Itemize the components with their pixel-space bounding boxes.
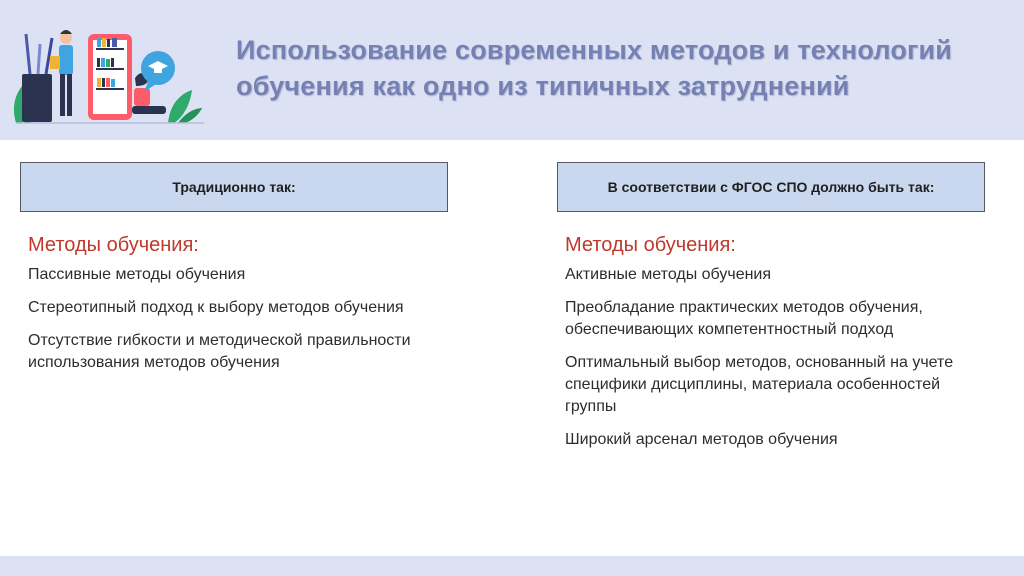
list-item: Пассивные методы обучения — [28, 266, 246, 283]
list-item: Стереотипный подход к выбору методов обучения — [28, 299, 404, 316]
education-illustration-icon — [8, 8, 208, 130]
page-title-line2: обучения как одно из типичных затруднений — [236, 71, 850, 101]
page-title — [236, 32, 1016, 104]
list-item: Оптимальный выбор методов, основанный на учете специфики дисциплины, материала особенностей группы — [565, 354, 954, 415]
fgos-header-label: В соответствии с ФГОС СПО должно быть так: — [607, 179, 935, 195]
fgos-column — [565, 230, 985, 462]
page-title-line1: Использование современных методов и технологий — [236, 35, 953, 65]
list-item: Преобладание практических методов обучения, обеспечивающих компетентностный подход — [565, 299, 923, 338]
traditional-column — [28, 230, 428, 385]
traditional-heading: Методы обучения: — [28, 234, 199, 256]
footer-band — [0, 556, 1024, 576]
traditional-header-box — [20, 162, 448, 212]
list-item: Отсутствие гибкости и методической правильности использования методов обучения — [28, 332, 411, 371]
fgos-header-box — [557, 162, 985, 212]
list-item: Широкий арсенал методов обучения — [565, 431, 838, 448]
fgos-heading: Методы обучения: — [565, 234, 736, 256]
traditional-header-label: Традиционно так: — [172, 179, 296, 195]
list-item: Активные методы обучения — [565, 266, 772, 283]
